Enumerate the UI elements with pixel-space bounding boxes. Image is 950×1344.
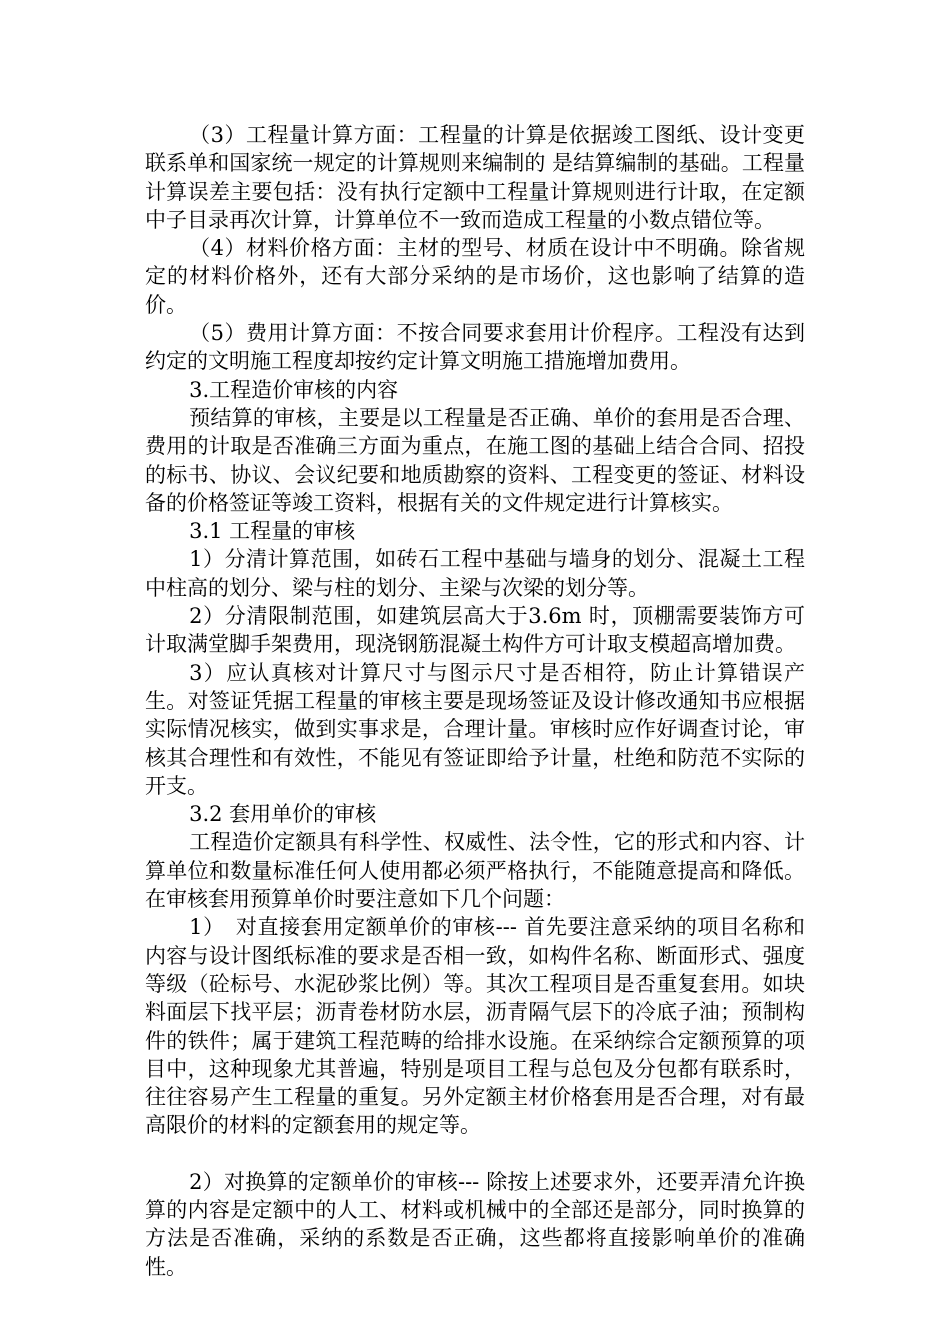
paragraph-quota-authority: 工程造价定额具有科学性、权威性、法令性，它的形式和内容、计算单位和数量标准任何人使用都必须严格执行，不能随意提高和降低。在审核套用预算单价时要注意如下几个问题： <box>145 830 805 912</box>
paragraph-converted-quota-review: 2）对换算的定额单价的审核--- 除按上述要求外，还要弄清允许换算的内容是定额中的人工、材料或机械中的全部还是部分，同时换算的方法是否准确，采纳的系数是否正确，这些都将直接影响单价的准确性。 <box>145 1169 805 1279</box>
paragraph-dimension-check: 3）应认真核对计算尺寸与图示尺寸是否相符，防止计算错误产生。对签证凭据工程量的审核主要是现场签证及设计修改通知书应根据实际情况核实，做到实事求是，合理计量。审核时应作好调查讨论，审核其合理性和有效性，不能见有签证即给予计量，杜绝和防范不实际的开支。 <box>145 660 805 798</box>
paragraph-scope-division: 1）分清计算范围，如砖石工程中基础与墙身的划分、混凝土工程中柱高的划分、梁与柱的划分、主梁与次梁的划分等。 <box>145 547 805 600</box>
paragraph-fee-calculation: （5）费用计算方面：不按合同要求套用计价程序。工程没有达到约定的文明施工程度却按约定计算文明施工措施增加费用。 <box>145 321 805 374</box>
section-heading-3: 3.工程造价审核的内容 <box>189 377 399 402</box>
paragraph-material-price: （4）材料价格方面：主材的型号、材质在设计中不明确。除省规定的材料价格外，还有大部分采纳的是市场价，这也影响了结算的造价。 <box>145 236 805 317</box>
paragraph-direct-quota-review: 1） 对直接套用定额单价的审核--- 首先要注意采纳的项目名称和内容与设计图纸标准的要求是否相一致，如构件名称、断面形式、强度等级（砼标号、水泥砂浆比例）等。其次工程项目是否重复套用。如块料面层下找平层；沥青卷材防水层，沥青隔气层下的冷底子油；预制构件的铁件；属于建筑工程范畴的给排水设施。在采纳综合定额预算的项目中，这种现象尤其普遍，特别是项目工程与总包及分包都有联系时，往往容易产生工程量的重复。另外定额主材价格套用是否合理，对有最高限价的材料的定额套用的规定等。 <box>145 915 805 1138</box>
section-heading-3-1: 3.1 工程量的审核 <box>189 519 356 544</box>
section-heading-3-2: 3.2 套用单价的审核 <box>189 802 377 827</box>
paragraph-quantity-calculation: （3）工程量计算方面：工程量的计算是依据竣工图纸、设计变更联系单和国家统一规定的计算规则来编制的 是结算编制的基础。工程量计算误差主要包括：没有执行定额中工程量计算规则进行计取，在定额中子目录再次计算，计算单位不一致而造成工程量的小数点错位等。 <box>145 123 805 232</box>
paragraph-limit-scope: 2）分清限制范围，如建筑层高大于3.6m 时，顶棚需要装饰方可计取满堂脚手架费用，现浇钢筋混凝土构件方可计取支模超高增加费。 <box>145 604 805 657</box>
document-body <box>145 121 805 1281</box>
blank-line <box>145 1140 805 1168</box>
paragraph-review-overview: 预结算的审核，主要是以工程量是否正确、单价的套用是否合理、费用的计取是否准确三方面为重点，在施工图的基础上结合合同、招投的标书、协议、会议纪要和地质勘察的资料、工程变更的签证、材料设备的价格签证等竣工资料，根据有关的文件规定进行计算核实。 <box>145 405 805 515</box>
